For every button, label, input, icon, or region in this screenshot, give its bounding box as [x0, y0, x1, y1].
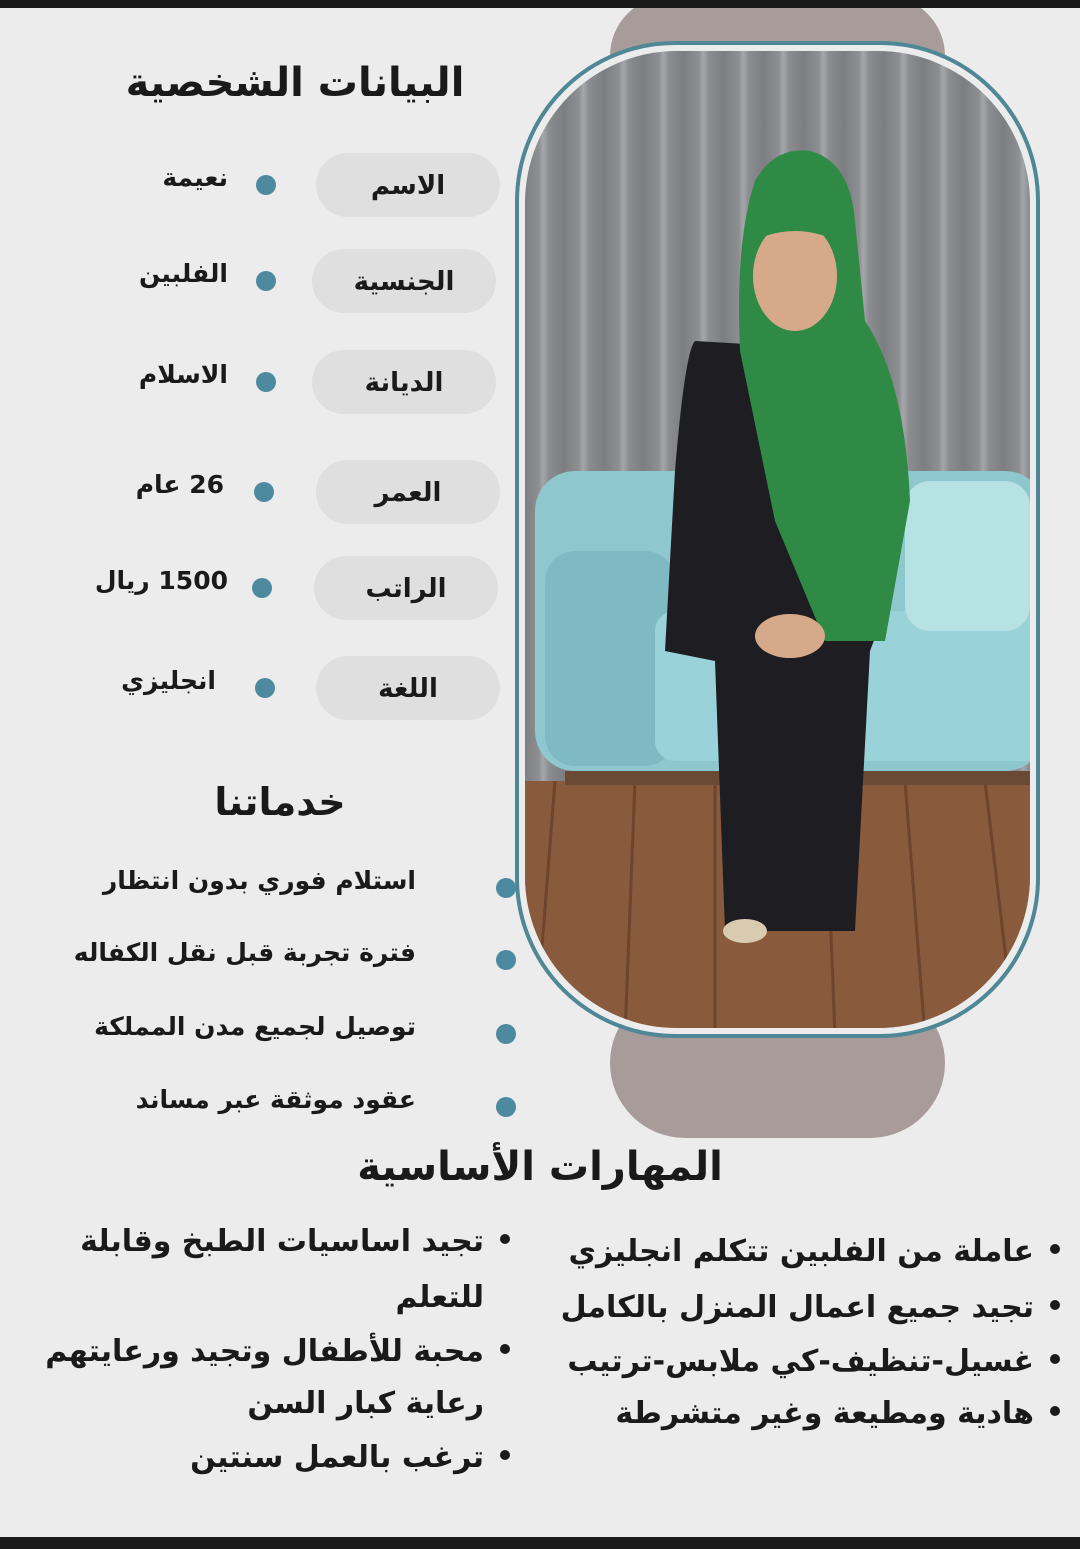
field-value-language: انجليزي — [121, 666, 216, 695]
service-item — [40, 866, 490, 906]
bullet-dot — [500, 1344, 510, 1354]
bullet-dot — [496, 950, 516, 970]
bullet-dot — [496, 1097, 516, 1117]
bullet-dot — [256, 372, 276, 392]
bullet-dot — [496, 878, 516, 898]
field-label-age: العمر — [316, 460, 500, 524]
field-row-name — [0, 153, 510, 219]
skill-item — [45, 1334, 510, 1369]
field-label-language: اللغة — [316, 656, 500, 720]
service-item — [40, 1085, 490, 1125]
bullet-dot — [255, 678, 275, 698]
bullet-dot — [1050, 1354, 1060, 1364]
field-row-age — [0, 460, 510, 526]
service-item-text: عقود موثقة عبر مساند — [135, 1085, 416, 1114]
field-row-religion — [0, 350, 510, 416]
profile-photo-frame — [515, 41, 1040, 1038]
personal-data-title: البيانات الشخصية — [125, 60, 465, 106]
skill-text: غسيل-تنظيف-كي ملابس-ترتيب — [567, 1344, 1034, 1379]
skill-item — [567, 1344, 1060, 1379]
service-item-text: فترة تجربة قبل نقل الكفاله — [73, 938, 416, 967]
bullet-dot — [252, 578, 272, 598]
skill-text: ترغب بالعمل سنتين — [190, 1440, 484, 1475]
skill-item — [615, 1396, 1060, 1431]
field-label-religion: الديانة — [312, 350, 496, 414]
service-item-text: توصيل لجميع مدن المملكة — [94, 1012, 416, 1041]
skill-item — [80, 1224, 510, 1259]
bullet-dot — [496, 1024, 516, 1044]
bullet-dot — [1050, 1300, 1060, 1310]
skill-text: تجيد جميع اعمال المنزل بالكامل — [560, 1290, 1034, 1325]
skill-item — [190, 1440, 510, 1475]
bullet-dot — [1050, 1244, 1060, 1254]
field-value-salary: 1500 ريال — [94, 566, 228, 595]
skill-text: عاملة من الفلبين تتكلم انجليزي — [568, 1234, 1034, 1269]
skill-item-continuation — [247, 1386, 484, 1421]
bullet-dot — [256, 271, 276, 291]
profile-photo-illustration — [525, 51, 1030, 1028]
skill-text: هادية ومطيعة وغير متشرطة — [615, 1396, 1034, 1431]
skill-text: تجيد اساسيات الطبخ وقابلة — [80, 1224, 484, 1259]
field-value-age: 26 عام — [135, 470, 224, 499]
skill-text: للتعلم — [395, 1280, 484, 1315]
field-value-name: نعيمة — [162, 163, 228, 192]
bullet-dot — [500, 1234, 510, 1244]
bullet-dot — [254, 482, 274, 502]
field-row-nationality — [0, 249, 510, 315]
skills-title: المهارات الأساسية — [357, 1144, 723, 1190]
field-row-language — [0, 656, 510, 722]
field-label-name: الاسم — [316, 153, 500, 217]
service-item — [40, 938, 490, 978]
skill-text: رعاية كبار السن — [247, 1386, 484, 1421]
skill-item — [568, 1234, 1060, 1269]
profile-photo — [525, 51, 1030, 1028]
service-item-text: استلام فوري بدون انتظار — [102, 866, 416, 895]
bullet-dot — [256, 175, 276, 195]
field-label-salary: الراتب — [314, 556, 498, 620]
field-row-salary — [0, 556, 510, 622]
skill-item-continuation — [396, 1280, 484, 1315]
skill-text: محبة للأطفال وتجيد ورعايتهم — [45, 1334, 484, 1369]
bullet-dot — [500, 1450, 510, 1460]
field-label-nationality: الجنسية — [312, 249, 496, 313]
field-value-religion: الاسلام — [138, 360, 228, 389]
bullet-dot — [1050, 1406, 1060, 1416]
services-title: خدماتنا — [214, 780, 346, 824]
service-item — [40, 1012, 490, 1052]
skill-item — [561, 1290, 1060, 1325]
field-value-nationality: الفلبين — [138, 259, 228, 288]
